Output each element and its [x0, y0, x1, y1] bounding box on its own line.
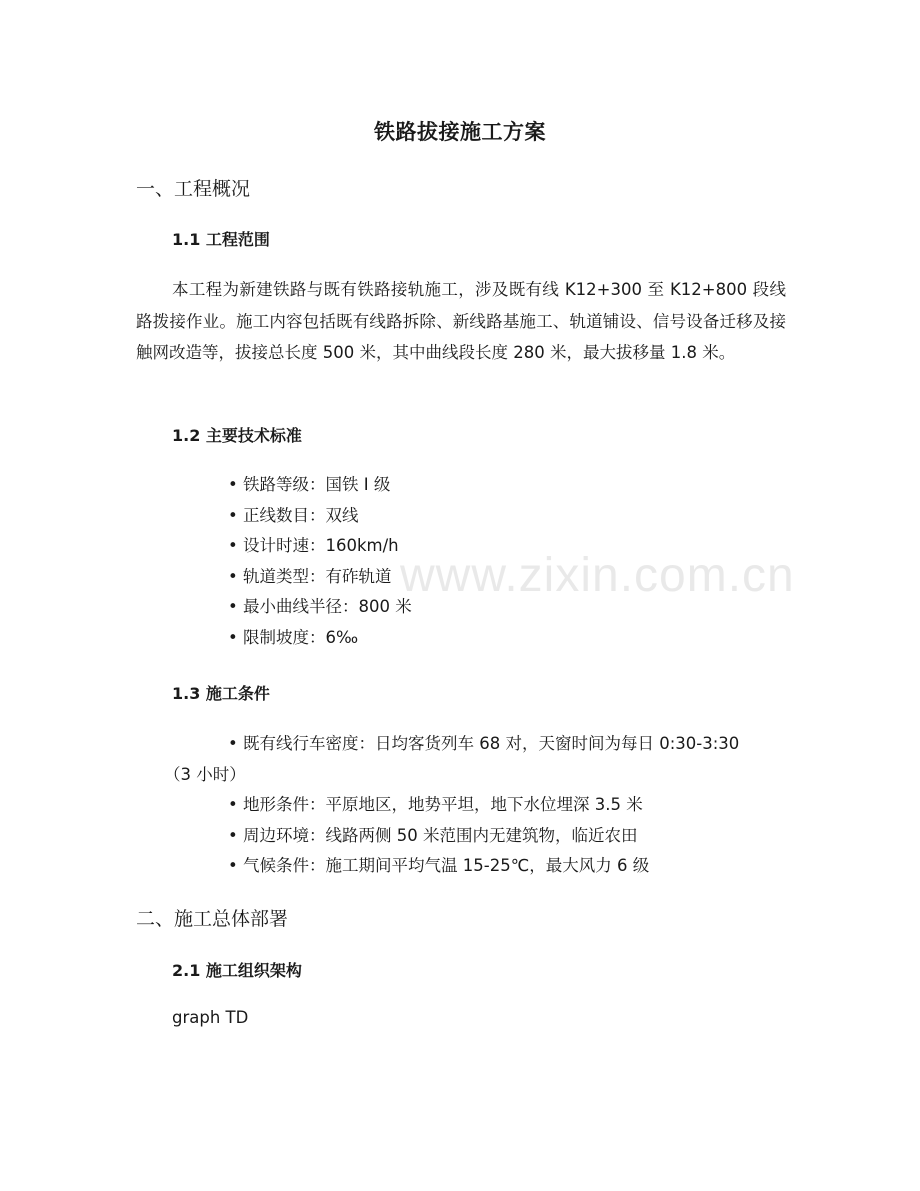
section-1-3-heading: 1.3 施工条件: [172, 684, 270, 703]
section-1-2-heading: 1.2 主要技术标准: [172, 426, 302, 445]
bullet-icon: •: [228, 734, 238, 753]
list-item: [136, 790, 786, 821]
section-2-1-heading: 2.1 施工组织架构: [172, 961, 302, 980]
technical-standards-list: [136, 470, 786, 653]
list-item-text: 轨道类型：有砟轨道: [243, 566, 392, 586]
list-item-text-wrap: （3 小时）: [164, 764, 246, 784]
bullet-icon: •: [228, 627, 238, 647]
list-item-text: 气候条件：施工期间平均气温 15-25℃，最大风力 6 级: [243, 856, 650, 875]
list-item-text: 铁路等级：国铁 I 级: [243, 475, 391, 494]
bullet-icon: •: [228, 475, 238, 494]
bullet-icon: •: [228, 825, 238, 845]
bullet-icon: •: [228, 795, 238, 814]
watermark: www.zixin.com.cn: [400, 549, 795, 602]
section-2-heading: 二、施工总体部署: [136, 908, 289, 930]
list-item: [136, 562, 786, 593]
section-1-1-paragraph: 本工程为新建铁路与既有铁路接轨施工，涉及既有线 K12+300 至 K12+800 段线路拨接作业。施工内容包括既有线路拆除、新线路基施工、轨道铺设、信号设备迁移及接触网改造等，拔接总长度 500 米，其中曲线段长度 280 米，最大拔移量 1.8 米。: [136, 280, 786, 362]
list-item: [136, 623, 786, 654]
list-item: [136, 821, 786, 852]
list-item: [136, 470, 786, 501]
list-item-text: 地形条件：平原地区，地势平坦，地下水位埋深 3.5 米: [243, 795, 643, 814]
list-item: [136, 851, 786, 882]
bullet-icon: •: [228, 856, 238, 875]
section-1-heading: 一、工程概况: [136, 178, 251, 200]
list-item-text: 设计时速：160km/h: [243, 536, 399, 555]
bullet-icon: •: [228, 597, 238, 616]
bullet-icon: •: [228, 505, 238, 525]
section-1-1-heading: 1.1 工程范围: [172, 230, 270, 249]
list-item-text: 周边环境：线路两侧 50 米范围内无建筑物，临近农田: [243, 825, 638, 845]
list-item-text: 最小曲线半径：800 米: [243, 597, 412, 616]
document-title: 铁路拔接施工方案: [374, 120, 546, 144]
list-item: [136, 531, 786, 562]
list-item: [136, 729, 786, 790]
construction-conditions-list: [136, 729, 786, 882]
code-text: graph TD: [172, 1008, 249, 1027]
list-item-text: 既有线行车密度：日均客货列车 68 对，天窗时间为每日 0:30-3:30: [243, 734, 740, 753]
bullet-icon: •: [228, 566, 238, 586]
list-item: [136, 501, 786, 532]
list-item-text: 正线数目：双线: [243, 505, 359, 525]
bullet-icon: •: [228, 536, 238, 555]
list-item-text: 限制坡度：6‰: [243, 627, 359, 647]
list-item: [136, 592, 786, 623]
